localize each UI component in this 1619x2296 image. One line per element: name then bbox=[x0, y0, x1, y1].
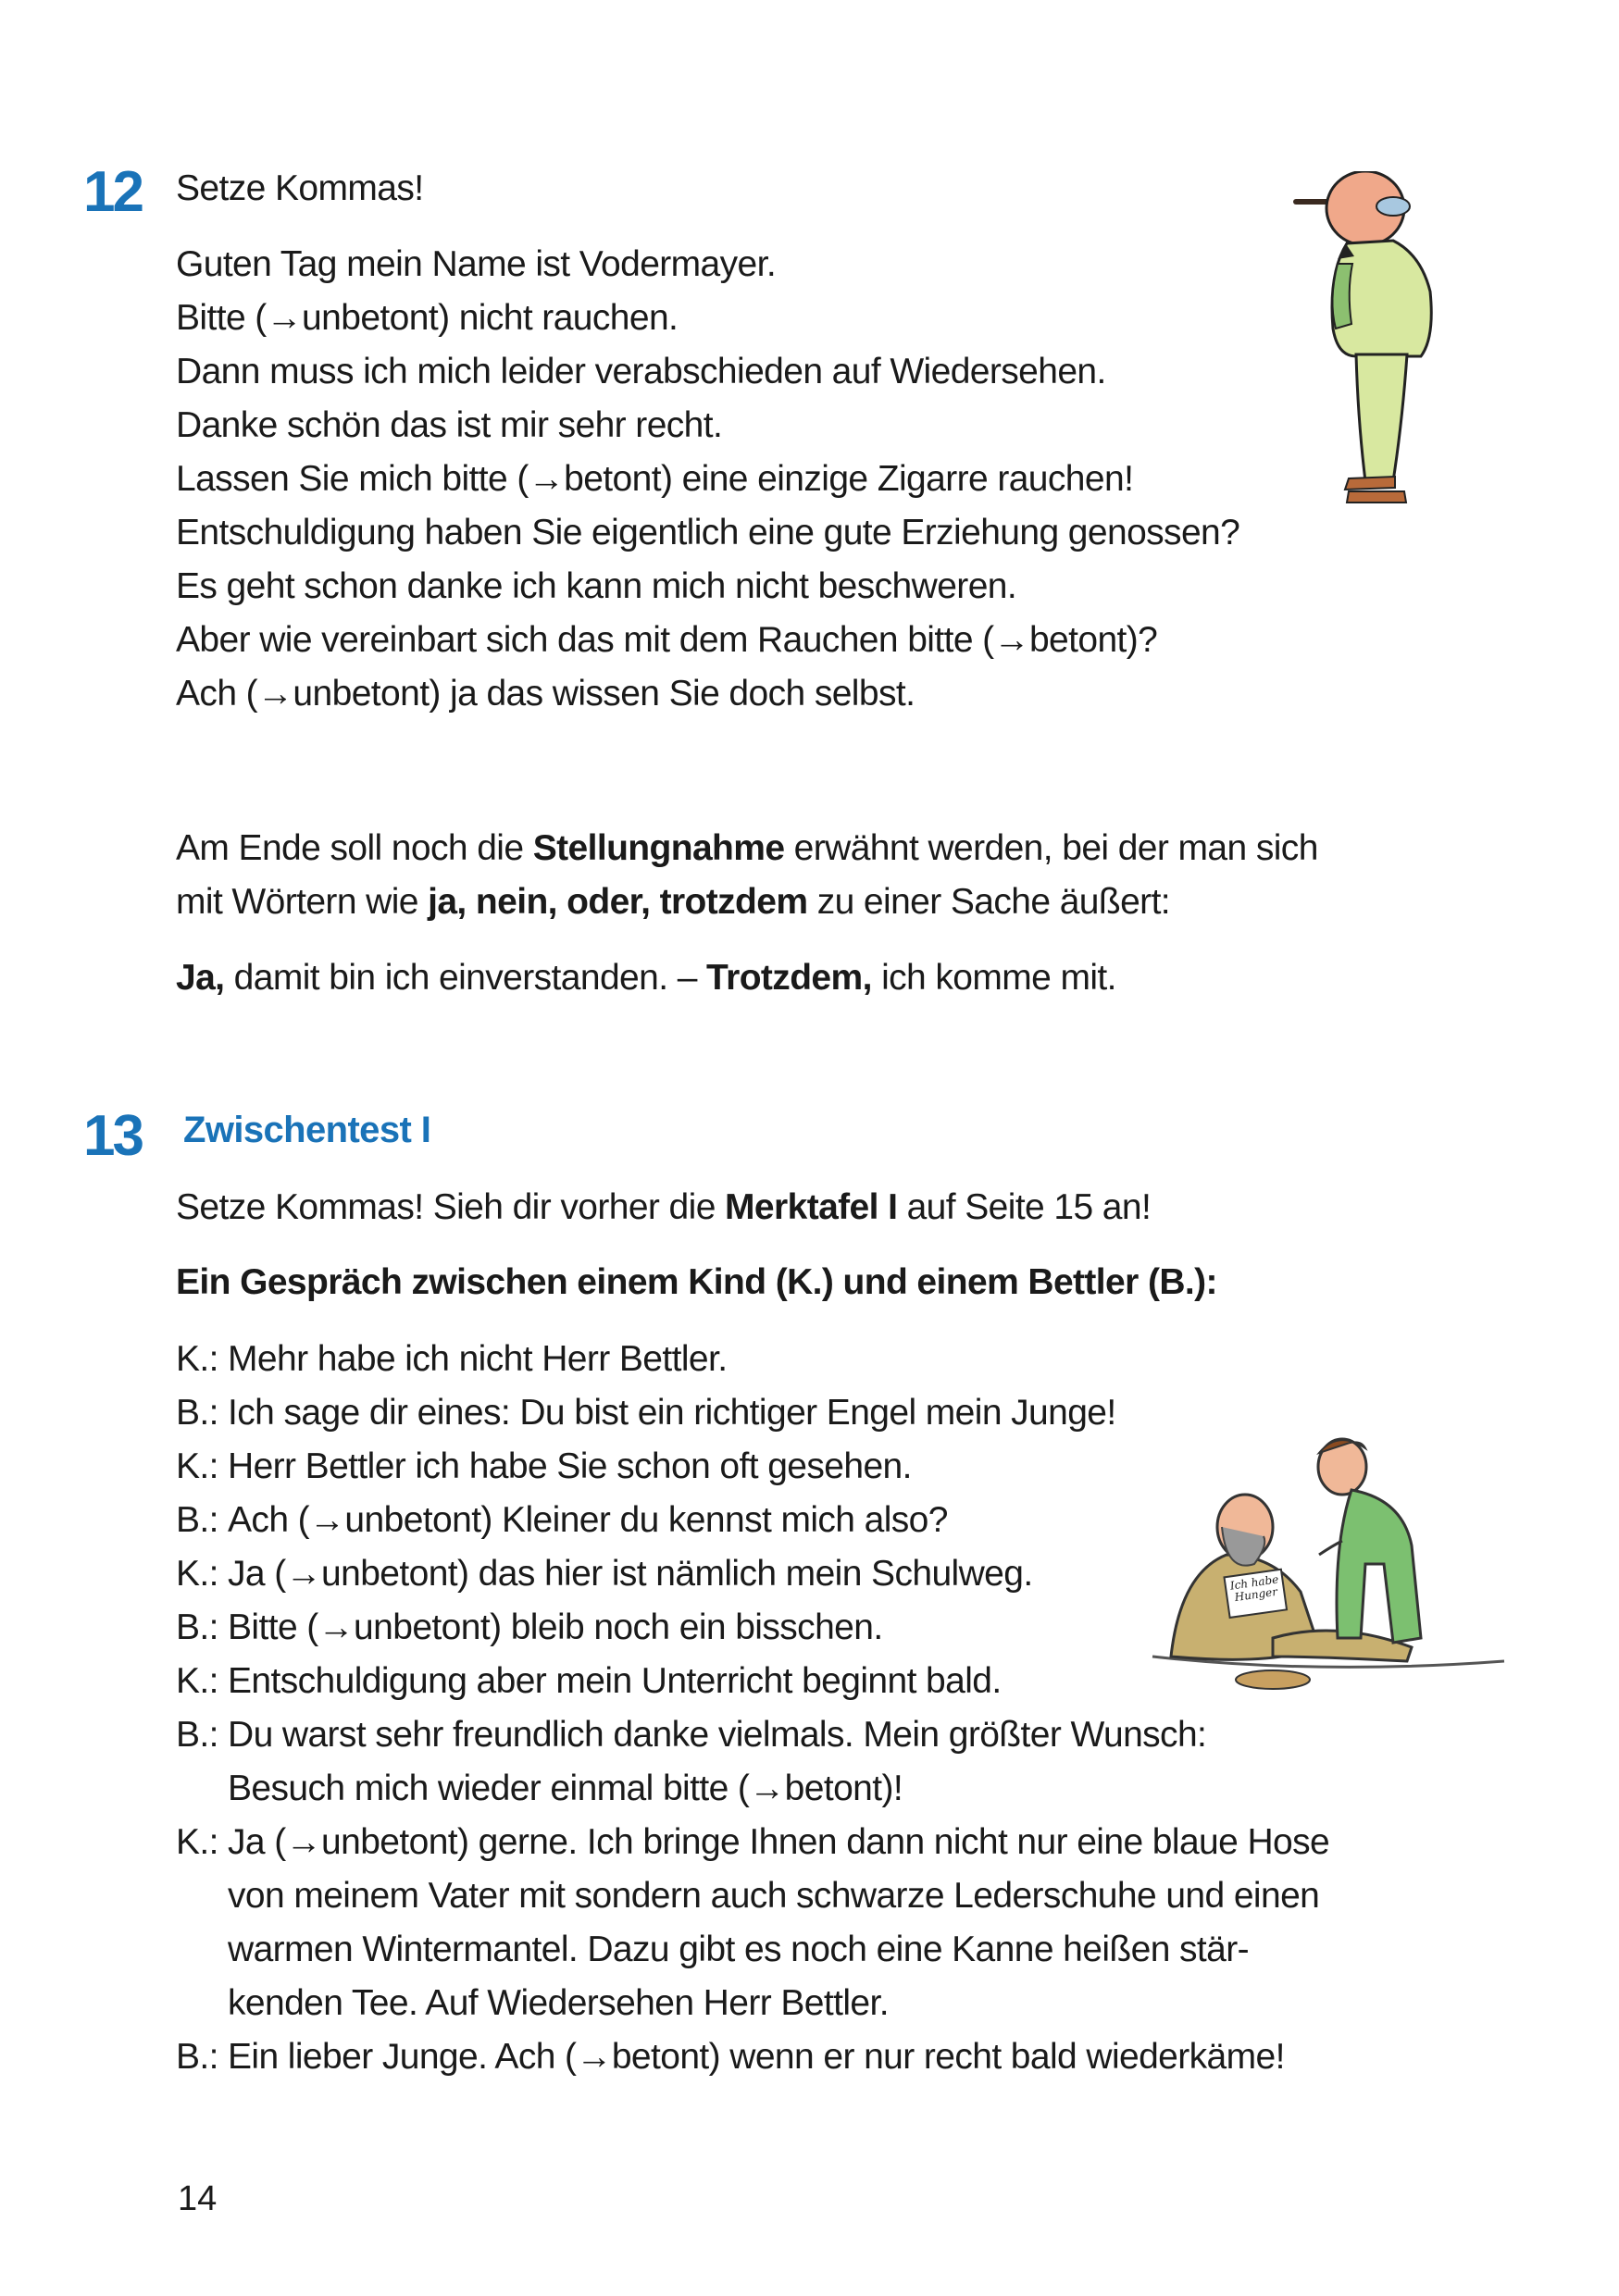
sentence: Es geht schon danke ich kann mich nicht beschweren. bbox=[176, 566, 1017, 606]
speaker-label: K.: bbox=[176, 1822, 218, 1862]
hunger-sign-text: Ich habe Hunger bbox=[1228, 1572, 1280, 1605]
dialogue-line bbox=[176, 2030, 1329, 2084]
exercise-12-instruction: Setze Kommas! bbox=[176, 168, 424, 208]
shoe bbox=[1345, 477, 1395, 490]
dialogue-line bbox=[176, 1762, 1329, 1816]
speaker-label: K.: bbox=[176, 1339, 218, 1379]
shoe bbox=[1347, 491, 1406, 503]
dialogue-line bbox=[176, 1977, 1329, 2030]
sentence: Bitte (→unbetont) nicht rauchen. bbox=[176, 298, 679, 338]
speaker-label: B.: bbox=[176, 1500, 218, 1540]
child-suit bbox=[1337, 1490, 1421, 1643]
dialogue-text: kenden Tee. Auf Wiedersehen Herr Bettler. bbox=[228, 1983, 889, 2023]
dialogue-text: Bitte (→unbetont) bleib noch ein bisschen. bbox=[228, 1607, 883, 1647]
sentence: Guten Tag mein Name ist Vodermayer. bbox=[176, 244, 777, 284]
sentence: Dann muss ich mich leider verabschieden auf Wiedersehen. bbox=[176, 352, 1106, 391]
exercise-number-12: 12 bbox=[83, 160, 142, 224]
dialogue-text: Ja (→unbetont) gerne. Ich bringe Ihnen dann nicht nur eine blaue Hose bbox=[228, 1822, 1330, 1862]
hat bbox=[1236, 1670, 1310, 1689]
child-and-beggar-illustration bbox=[1134, 1425, 1513, 1703]
dialogue-line bbox=[176, 1708, 1329, 1762]
hair bbox=[1376, 197, 1410, 216]
dialogue-text: warmen Wintermantel. Dazu gibt es noch eine Kanne heißen stär- bbox=[228, 1930, 1250, 1969]
dialogue-line bbox=[176, 1923, 1329, 1977]
note-term-stellungnahme: Stellungnahme bbox=[532, 828, 785, 868]
note-text: Am Ende soll noch die bbox=[176, 828, 533, 868]
dialogue-line bbox=[176, 1816, 1329, 1869]
man-smoking-cigar-illustration bbox=[1291, 171, 1476, 514]
dialogue-text: Mehr habe ich nicht Herr Bettler. bbox=[228, 1339, 728, 1379]
merktafel-reference: Merktafel I bbox=[725, 1187, 898, 1227]
instruction-text: auf Seite 15 an! bbox=[897, 1187, 1152, 1227]
speaker-label: B.: bbox=[176, 1393, 218, 1433]
dialogue-line bbox=[176, 1869, 1329, 1923]
example-trotzdem: Trotzdem, bbox=[706, 958, 872, 998]
exercise-13-instruction bbox=[176, 1185, 1151, 1230]
sentence: Danke schön das ist mir sehr recht. bbox=[176, 405, 723, 445]
example-ja: Ja, bbox=[176, 958, 225, 998]
dialogue-text: von meinem Vater mit sondern auch schwarze Lederschuhe und einen bbox=[228, 1876, 1320, 1916]
sentence: Lassen Sie mich bitte (→betont) eine einzige Zigarre rauchen! bbox=[176, 459, 1134, 499]
dialogue-text: Du warst sehr freundlich danke vielmals. Mein größter Wunsch: bbox=[228, 1715, 1207, 1755]
note-paragraph-line-2 bbox=[176, 880, 1170, 925]
exercise-13-title: Zwischentest I bbox=[183, 1110, 431, 1150]
exercise-number-13: 13 bbox=[83, 1104, 142, 1168]
note-text: erwähnt werden, bei der man sich bbox=[784, 828, 1318, 868]
dialogue-line bbox=[176, 1333, 1329, 1386]
dialogue-text: Ein lieber Junge. Ach (→betont) wenn er nur recht bald wiederkäme! bbox=[228, 2037, 1285, 2077]
note-text: mit Wörtern wie bbox=[176, 882, 429, 922]
instruction-text: Setze Kommas! Sieh dir vorher die bbox=[176, 1187, 726, 1227]
dialogue-text: Entschuldigung aber mein Unterricht beginnt bald. bbox=[228, 1661, 1002, 1701]
note-text: zu einer Sache äußert: bbox=[807, 882, 1171, 922]
example-text: damit bin ich einverstanden. – bbox=[224, 958, 707, 998]
speaker-label: K.: bbox=[176, 1554, 218, 1594]
dialogue-text: Ja (→unbetont) das hier ist nämlich mein Schulweg. bbox=[228, 1554, 1033, 1594]
dialogue-text: Besuch mich wieder einmal bitte (→betont)! bbox=[228, 1769, 903, 1808]
page-number: 14 bbox=[178, 2179, 218, 2218]
sentence: Aber wie vereinbart sich das mit dem Rauchen bitte (→betont)? bbox=[176, 620, 1158, 660]
trousers bbox=[1356, 354, 1407, 481]
sentence: Ach (→unbetont) ja das wissen Sie doch selbst. bbox=[176, 674, 915, 714]
vest bbox=[1332, 264, 1352, 329]
speaker-label: B.: bbox=[176, 1607, 218, 1647]
speaker-label: K.: bbox=[176, 1446, 218, 1486]
sentence: Entschuldigung haben Sie eigentlich eine gute Erziehung genossen? bbox=[176, 513, 1240, 552]
speaker-label: K.: bbox=[176, 1661, 218, 1701]
dialogue-subheading: Ein Gespräch zwischen einem Kind (K.) und einem Bettler (B.): bbox=[176, 1262, 1217, 1302]
speaker-label: B.: bbox=[176, 1715, 218, 1755]
note-keywords: ja, nein, oder, trotzdem bbox=[428, 882, 808, 922]
example-text: ich komme mit. bbox=[871, 958, 1116, 998]
dialogue-text: Ich sage dir eines: Du bist ein richtiger Engel mein Junge! bbox=[228, 1393, 1116, 1433]
speaker-label: B.: bbox=[176, 2037, 218, 2077]
dialogue-text: Herr Bettler ich habe Sie schon oft gesehen. bbox=[228, 1446, 912, 1486]
dialogue-text: Ach (→unbetont) Kleiner du kennst mich also? bbox=[228, 1500, 948, 1540]
note-paragraph-line-1 bbox=[176, 826, 1318, 871]
note-example bbox=[176, 956, 1116, 1000]
